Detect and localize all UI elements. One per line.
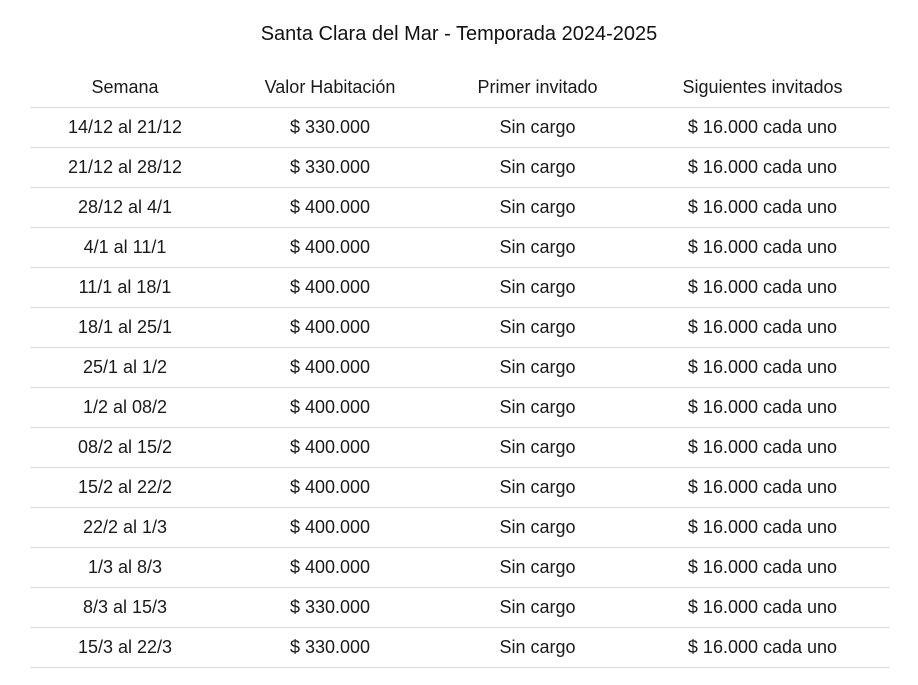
cell-semana: 18/1 al 25/1	[30, 308, 220, 348]
cell-valor-habitacion: $ 400.000	[220, 508, 440, 548]
cell-primer-invitado: Sin cargo	[440, 188, 635, 228]
cell-semana: 14/12 al 21/12	[30, 108, 220, 148]
table-row	[30, 308, 890, 348]
cell-semana: 1/3 al 8/3	[30, 548, 220, 588]
table-row	[30, 148, 890, 188]
table-row	[30, 268, 890, 308]
cell-valor-habitacion: $ 400.000	[220, 188, 440, 228]
cell-semana: 11/1 al 18/1	[30, 268, 220, 308]
cell-siguientes-invitados: $ 16.000 cada uno	[635, 588, 890, 628]
header-semana: Semana	[30, 67, 220, 108]
cell-siguientes-invitados: $ 16.000 cada uno	[635, 388, 890, 428]
table-row	[30, 588, 890, 628]
cell-primer-invitado: Sin cargo	[440, 348, 635, 388]
cell-semana: 25/1 al 1/2	[30, 348, 220, 388]
cell-primer-invitado: Sin cargo	[440, 228, 635, 268]
cell-primer-invitado: Sin cargo	[440, 108, 635, 148]
cell-primer-invitado: Sin cargo	[440, 428, 635, 468]
cell-primer-invitado: Sin cargo	[440, 508, 635, 548]
table-row	[30, 388, 890, 428]
header-siguientes-invitados: Siguientes invitados	[635, 67, 890, 108]
cell-valor-habitacion: $ 400.000	[220, 468, 440, 508]
cell-valor-habitacion: $ 400.000	[220, 268, 440, 308]
table-header	[30, 67, 890, 108]
table-row	[30, 548, 890, 588]
cell-semana: 21/12 al 28/12	[30, 148, 220, 188]
cell-semana: 8/3 al 15/3	[30, 588, 220, 628]
cell-valor-habitacion: $ 330.000	[220, 148, 440, 188]
cell-semana: 08/2 al 15/2	[30, 428, 220, 468]
cell-semana: 28/12 al 4/1	[30, 188, 220, 228]
table-row	[30, 108, 890, 148]
cell-siguientes-invitados: $ 16.000 cada uno	[635, 548, 890, 588]
cell-siguientes-invitados: $ 16.000 cada uno	[635, 348, 890, 388]
cell-semana: 4/1 al 11/1	[30, 228, 220, 268]
cell-primer-invitado: Sin cargo	[440, 628, 635, 668]
table-row	[30, 628, 890, 668]
cell-primer-invitado: Sin cargo	[440, 588, 635, 628]
table-row	[30, 188, 890, 228]
cell-siguientes-invitados: $ 16.000 cada uno	[635, 268, 890, 308]
cell-primer-invitado: Sin cargo	[440, 548, 635, 588]
cell-valor-habitacion: $ 330.000	[220, 588, 440, 628]
cell-primer-invitado: Sin cargo	[440, 468, 635, 508]
cell-siguientes-invitados: $ 16.000 cada uno	[635, 628, 890, 668]
table-row	[30, 428, 890, 468]
cell-valor-habitacion: $ 400.000	[220, 228, 440, 268]
cell-valor-habitacion: $ 400.000	[220, 428, 440, 468]
cell-siguientes-invitados: $ 16.000 cada uno	[635, 188, 890, 228]
cell-valor-habitacion: $ 400.000	[220, 548, 440, 588]
cell-primer-invitado: Sin cargo	[440, 308, 635, 348]
table-body	[30, 108, 890, 668]
table-row	[30, 228, 890, 268]
cell-valor-habitacion: $ 400.000	[220, 388, 440, 428]
header-valor-habitacion: Valor Habitación	[220, 67, 440, 108]
cell-valor-habitacion: $ 330.000	[220, 628, 440, 668]
cell-siguientes-invitados: $ 16.000 cada uno	[635, 228, 890, 268]
cell-primer-invitado: Sin cargo	[440, 148, 635, 188]
cell-primer-invitado: Sin cargo	[440, 388, 635, 428]
cell-siguientes-invitados: $ 16.000 cada uno	[635, 508, 890, 548]
cell-semana: 22/2 al 1/3	[30, 508, 220, 548]
cell-semana: 1/2 al 08/2	[30, 388, 220, 428]
cell-siguientes-invitados: $ 16.000 cada uno	[635, 468, 890, 508]
cell-primer-invitado: Sin cargo	[440, 268, 635, 308]
table-row	[30, 508, 890, 548]
cell-valor-habitacion: $ 330.000	[220, 108, 440, 148]
cell-valor-habitacion: $ 400.000	[220, 348, 440, 388]
cell-siguientes-invitados: $ 16.000 cada uno	[635, 308, 890, 348]
header-row	[30, 67, 890, 108]
cell-valor-habitacion: $ 400.000	[220, 308, 440, 348]
header-primer-invitado: Primer invitado	[440, 67, 635, 108]
cell-siguientes-invitados: $ 16.000 cada uno	[635, 428, 890, 468]
cell-semana: 15/3 al 22/3	[30, 628, 220, 668]
table-row	[30, 348, 890, 388]
page-title: Santa Clara del Mar - Temporada 2024-2025	[260, 23, 658, 45]
table-row	[30, 468, 890, 508]
cell-siguientes-invitados: $ 16.000 cada uno	[635, 108, 890, 148]
cell-siguientes-invitados: $ 16.000 cada uno	[635, 148, 890, 188]
rates-table	[30, 67, 890, 668]
cell-semana: 15/2 al 22/2	[30, 468, 220, 508]
